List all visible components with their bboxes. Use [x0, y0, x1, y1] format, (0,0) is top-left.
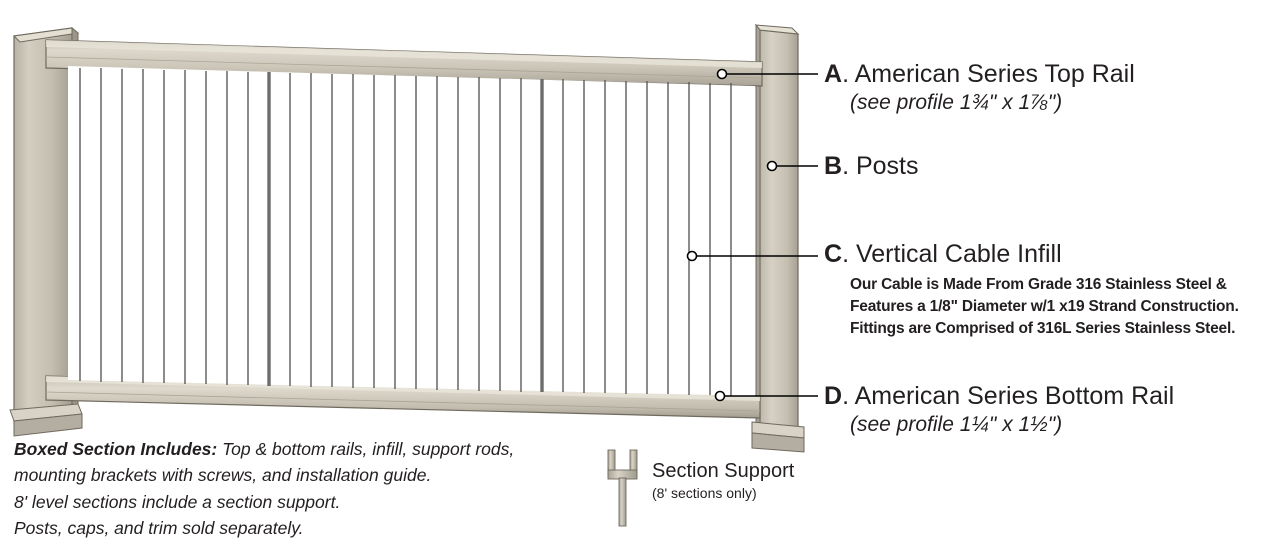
callout-bottom-rail	[824, 382, 1174, 437]
callout-c-body: Our Cable is Made From Grade 316 Stainless Steel & Features a 1/8" Diameter w/1 x19 Strand Construction. Fittings are Comprised of 316L Series Stainless Steel.	[850, 276, 1239, 337]
callout-d-subtitle: (see profile 1¼" x 1½")	[850, 413, 1063, 436]
callout-a-dot: .	[842, 60, 855, 88]
callout-c-dot: .	[842, 240, 856, 268]
callout-top-rail	[824, 60, 1135, 115]
callout-d-letter: D	[824, 382, 843, 410]
callout-c-letter: C	[824, 240, 843, 268]
callout-a-title: American Series Top Rail	[854, 60, 1135, 88]
boxed-note-lead: Boxed Section Includes:	[14, 439, 218, 459]
section-support-subtitle: (8' sections only)	[652, 485, 757, 501]
callout-a-subtitle: (see profile 1¾" x 1⅞")	[850, 91, 1063, 114]
post-right	[752, 25, 804, 452]
boxed-section-note	[14, 436, 594, 541]
callout-b-letter: B	[824, 152, 843, 180]
callout-d-title: American Series Bottom Rail	[854, 382, 1175, 410]
section-support-label	[652, 460, 794, 501]
callout-d-dot: .	[842, 382, 855, 410]
boxed-note-line3: 8' level sections include a section support.	[14, 491, 341, 512]
callout-b-dot: .	[842, 152, 856, 180]
callout-cable-infill	[824, 240, 1274, 340]
boxed-note-line1: Top & bottom rails, infill, support rods,	[217, 439, 515, 459]
section-support-title: Section Support	[652, 460, 795, 482]
callout-posts	[824, 152, 919, 181]
boxed-note-line2: mounting brackets with screws, and installation guide.	[14, 465, 432, 486]
callout-a-letter: A	[824, 60, 843, 88]
boxed-note-line4: Posts, caps, and trim sold separately.	[14, 517, 304, 538]
callout-b-title: Posts	[855, 152, 919, 180]
callout-c-title: Vertical Cable Infill	[855, 240, 1062, 268]
